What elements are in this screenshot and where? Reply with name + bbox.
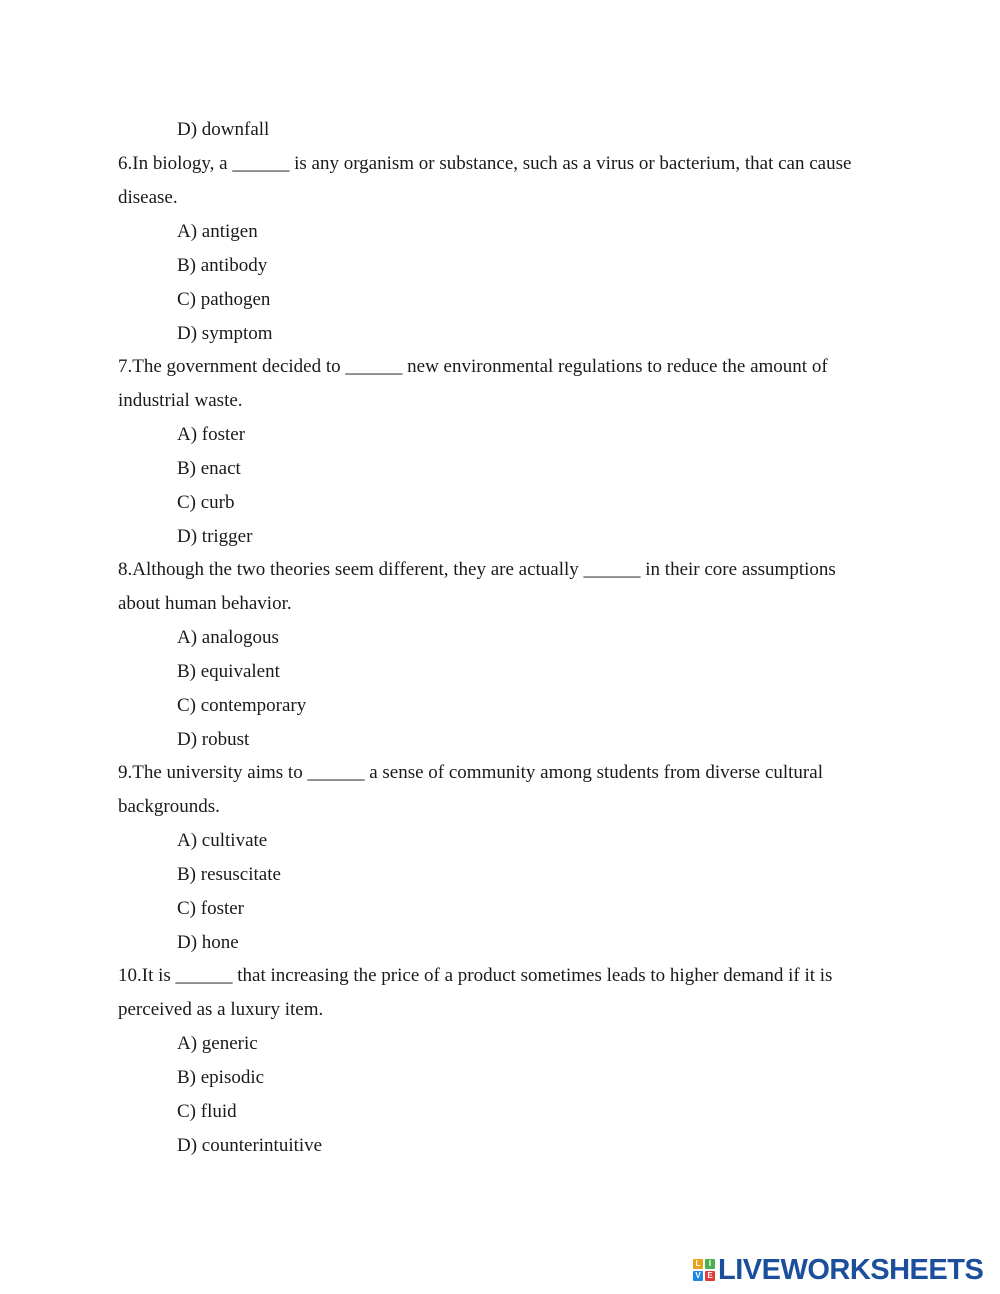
option-5d: D) downfall [177, 119, 270, 140]
question-7-stem-line1: 7.The government decided to ______ new environmental regulations to reduce the amount of [118, 356, 828, 377]
question-10-stem-line2: perceived as a luxury item. [118, 999, 324, 1020]
option-8b[interactable]: B) equivalent [177, 661, 280, 682]
logo-mark-icon [693, 1259, 715, 1281]
option-9b[interactable]: B) resuscitate [177, 864, 281, 885]
option-6d[interactable]: D) symptom [177, 323, 273, 344]
logo-mark-v: V [693, 1271, 703, 1281]
option-7d[interactable]: D) trigger [177, 526, 253, 547]
option-7c[interactable]: C) curb [177, 492, 235, 513]
question-9-stem-line1: 9.The university aims to ______ a sense of community among students from diverse cultural [118, 762, 823, 783]
question-6-stem-line2: disease. [118, 187, 178, 208]
option-10a[interactable]: A) generic [177, 1033, 258, 1054]
option-9a[interactable]: A) cultivate [177, 830, 268, 851]
option-7a[interactable]: A) foster [177, 424, 246, 445]
option-10d[interactable]: D) counterintuitive [177, 1135, 323, 1156]
option-6b[interactable]: B) antibody [177, 255, 268, 276]
logo-mark-l: L [693, 1259, 703, 1269]
option-9c[interactable]: C) foster [177, 898, 245, 919]
question-6-stem-line1: 6.In biology, a ______ is any organism or substance, such as a virus or bacterium, that can cause [118, 153, 852, 174]
question-8-stem-line2: about human behavior. [118, 593, 292, 614]
option-9d[interactable]: D) hone [177, 932, 239, 953]
question-7-stem-line2: industrial waste. [118, 390, 243, 411]
option-8d[interactable]: D) robust [177, 729, 250, 750]
option-10c[interactable]: C) fluid [177, 1101, 237, 1122]
question-8-stem-line1: 8.Although the two theories seem different, they are actually ______ in their core assumptions [118, 559, 836, 580]
logo-mark-e: E [705, 1271, 715, 1281]
question-10-stem-line1: 10.It is ______ that increasing the price of a product sometimes leads to higher demand if it is [118, 965, 833, 986]
option-6a[interactable]: A) antigen [177, 221, 258, 242]
logo-text: LIVEWORKSHEETS [718, 1254, 984, 1286]
option-10b[interactable]: B) episodic [177, 1067, 265, 1088]
option-7b[interactable]: B) enact [177, 458, 241, 479]
liveworksheets-logo [693, 1256, 983, 1284]
logo-mark-i: I [705, 1259, 715, 1269]
question-9-stem-line2: backgrounds. [118, 796, 220, 817]
option-8a[interactable]: A) analogous [177, 627, 279, 648]
option-6c[interactable]: C) pathogen [177, 289, 271, 310]
option-8c[interactable]: C) contemporary [177, 695, 307, 716]
